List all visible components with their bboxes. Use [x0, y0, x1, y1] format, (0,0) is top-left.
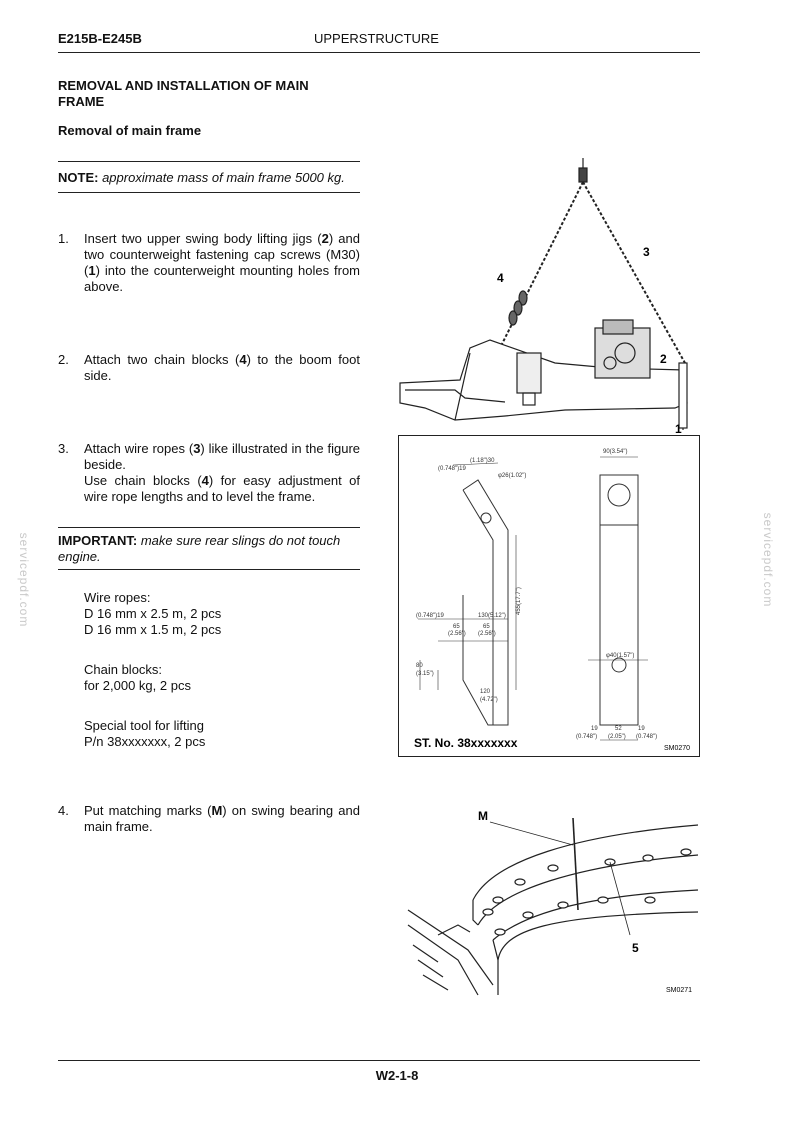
step-3: 3. Attach wire ropes (3) like illustrated in the figure beside. Use chain blocks (4) for easy adjustment of wire rope lengths and to level the frame. [58, 441, 361, 504]
step-2: 2. Attach two chain blocks (4) to the boom foot side. [58, 352, 360, 383]
callout-5: 5 [632, 941, 639, 955]
page-title: REMOVAL AND INSTALLATION OF MAIN FRAME [58, 78, 309, 109]
figure-code: SM0270 [664, 745, 691, 752]
svg-text:φ26(1.02"): φ26(1.02") [498, 473, 527, 479]
svg-text:(2.05"): (2.05") [608, 734, 626, 740]
svg-text:(0.748")19: (0.748")19 [416, 613, 444, 619]
swing-bearing-illustration [398, 800, 700, 1000]
svg-text:(0.748")19: (0.748")19 [438, 466, 466, 472]
important-bottom-rule [58, 569, 360, 570]
svg-text:(0.748"): (0.748") [576, 734, 598, 740]
svg-text:(2.56"): (2.56") [478, 631, 496, 637]
lifting-illustration [395, 158, 705, 438]
callout-3: 3 [643, 245, 650, 259]
note-text: approximate mass of main frame 5000 kg. [102, 170, 345, 185]
step-4: 4. Put matching marks (M) on swing bearing and main frame. [58, 803, 360, 834]
svg-text:52: 52 [615, 726, 622, 732]
step-1: 1. Insert two upper swing body lifting jigs (2) and two counterweight fastening cap screws (M30) (1) into the counterweight mounting holes from above. [58, 231, 360, 294]
section-title: UPPERSTRUCTURE [314, 31, 439, 46]
svg-text:φ40(1.57"): φ40(1.57") [606, 653, 635, 659]
svg-text:(1.18")30: (1.18")30 [470, 458, 495, 464]
jig-drawing [398, 435, 700, 757]
note-label: NOTE: [58, 170, 99, 185]
step-number: 1. [58, 231, 69, 246]
svg-text:65: 65 [453, 624, 460, 630]
svg-text:(4.72"): (4.72") [480, 697, 498, 703]
subsection-title: Removal of main frame [58, 123, 202, 138]
special-tool-spec: Special tool for lifting P/n 38xxxxxxx, 2 pcs [84, 718, 206, 749]
svg-text:80: 80 [416, 663, 423, 669]
important-text: make sure rear slings do not touch engine. [58, 533, 341, 564]
note-bottom-rule [58, 192, 360, 193]
watermark-left: servicepdf.com [17, 532, 31, 628]
step-number: 4. [58, 803, 69, 818]
svg-text:65: 65 [483, 624, 490, 630]
svg-text:19: 19 [591, 726, 598, 732]
svg-text:(2.56"): (2.56") [448, 631, 466, 637]
svg-text:(3.15"): (3.15") [416, 671, 434, 677]
note [58, 170, 360, 185]
svg-text:120: 120 [480, 689, 491, 695]
svg-text:19: 19 [638, 726, 645, 732]
mark-m-label: M [478, 809, 488, 823]
svg-text:455(17.7"): 455(17.7") [516, 587, 522, 615]
step-number: 2. [58, 352, 69, 367]
svg-text:130(5.12"): 130(5.12") [478, 613, 506, 619]
important-notice [58, 533, 360, 565]
chain-blocks-spec: Chain blocks: for 2,000 kg, 2 pcs [84, 662, 191, 693]
tool-label: ST. No. 38xxxxxxx [414, 736, 518, 750]
footer-rule [58, 1060, 700, 1061]
figure-code: SM0271 [666, 987, 693, 994]
wire-ropes-spec: Wire ropes: D 16 mm x 2.5 m, 2 pcs D 16 mm x 1.5 m, 2 pcs [84, 590, 222, 637]
callout-2: 2 [660, 352, 667, 366]
callout-4: 4 [497, 271, 504, 285]
important-top-rule [58, 527, 360, 528]
note-top-rule [58, 161, 360, 162]
page-number: W2-1-8 [375, 1068, 419, 1083]
step-number: 3. [58, 441, 69, 456]
important-label: IMPORTANT: [58, 533, 138, 548]
header-rule [58, 52, 700, 53]
svg-text:(0.748"): (0.748") [636, 734, 658, 740]
watermark-right: servicepdf.com [761, 512, 775, 608]
callout-1: 1 [675, 422, 682, 436]
document-model: E215B-E245B [58, 31, 142, 46]
svg-text:90(3.54"): 90(3.54") [603, 449, 628, 455]
